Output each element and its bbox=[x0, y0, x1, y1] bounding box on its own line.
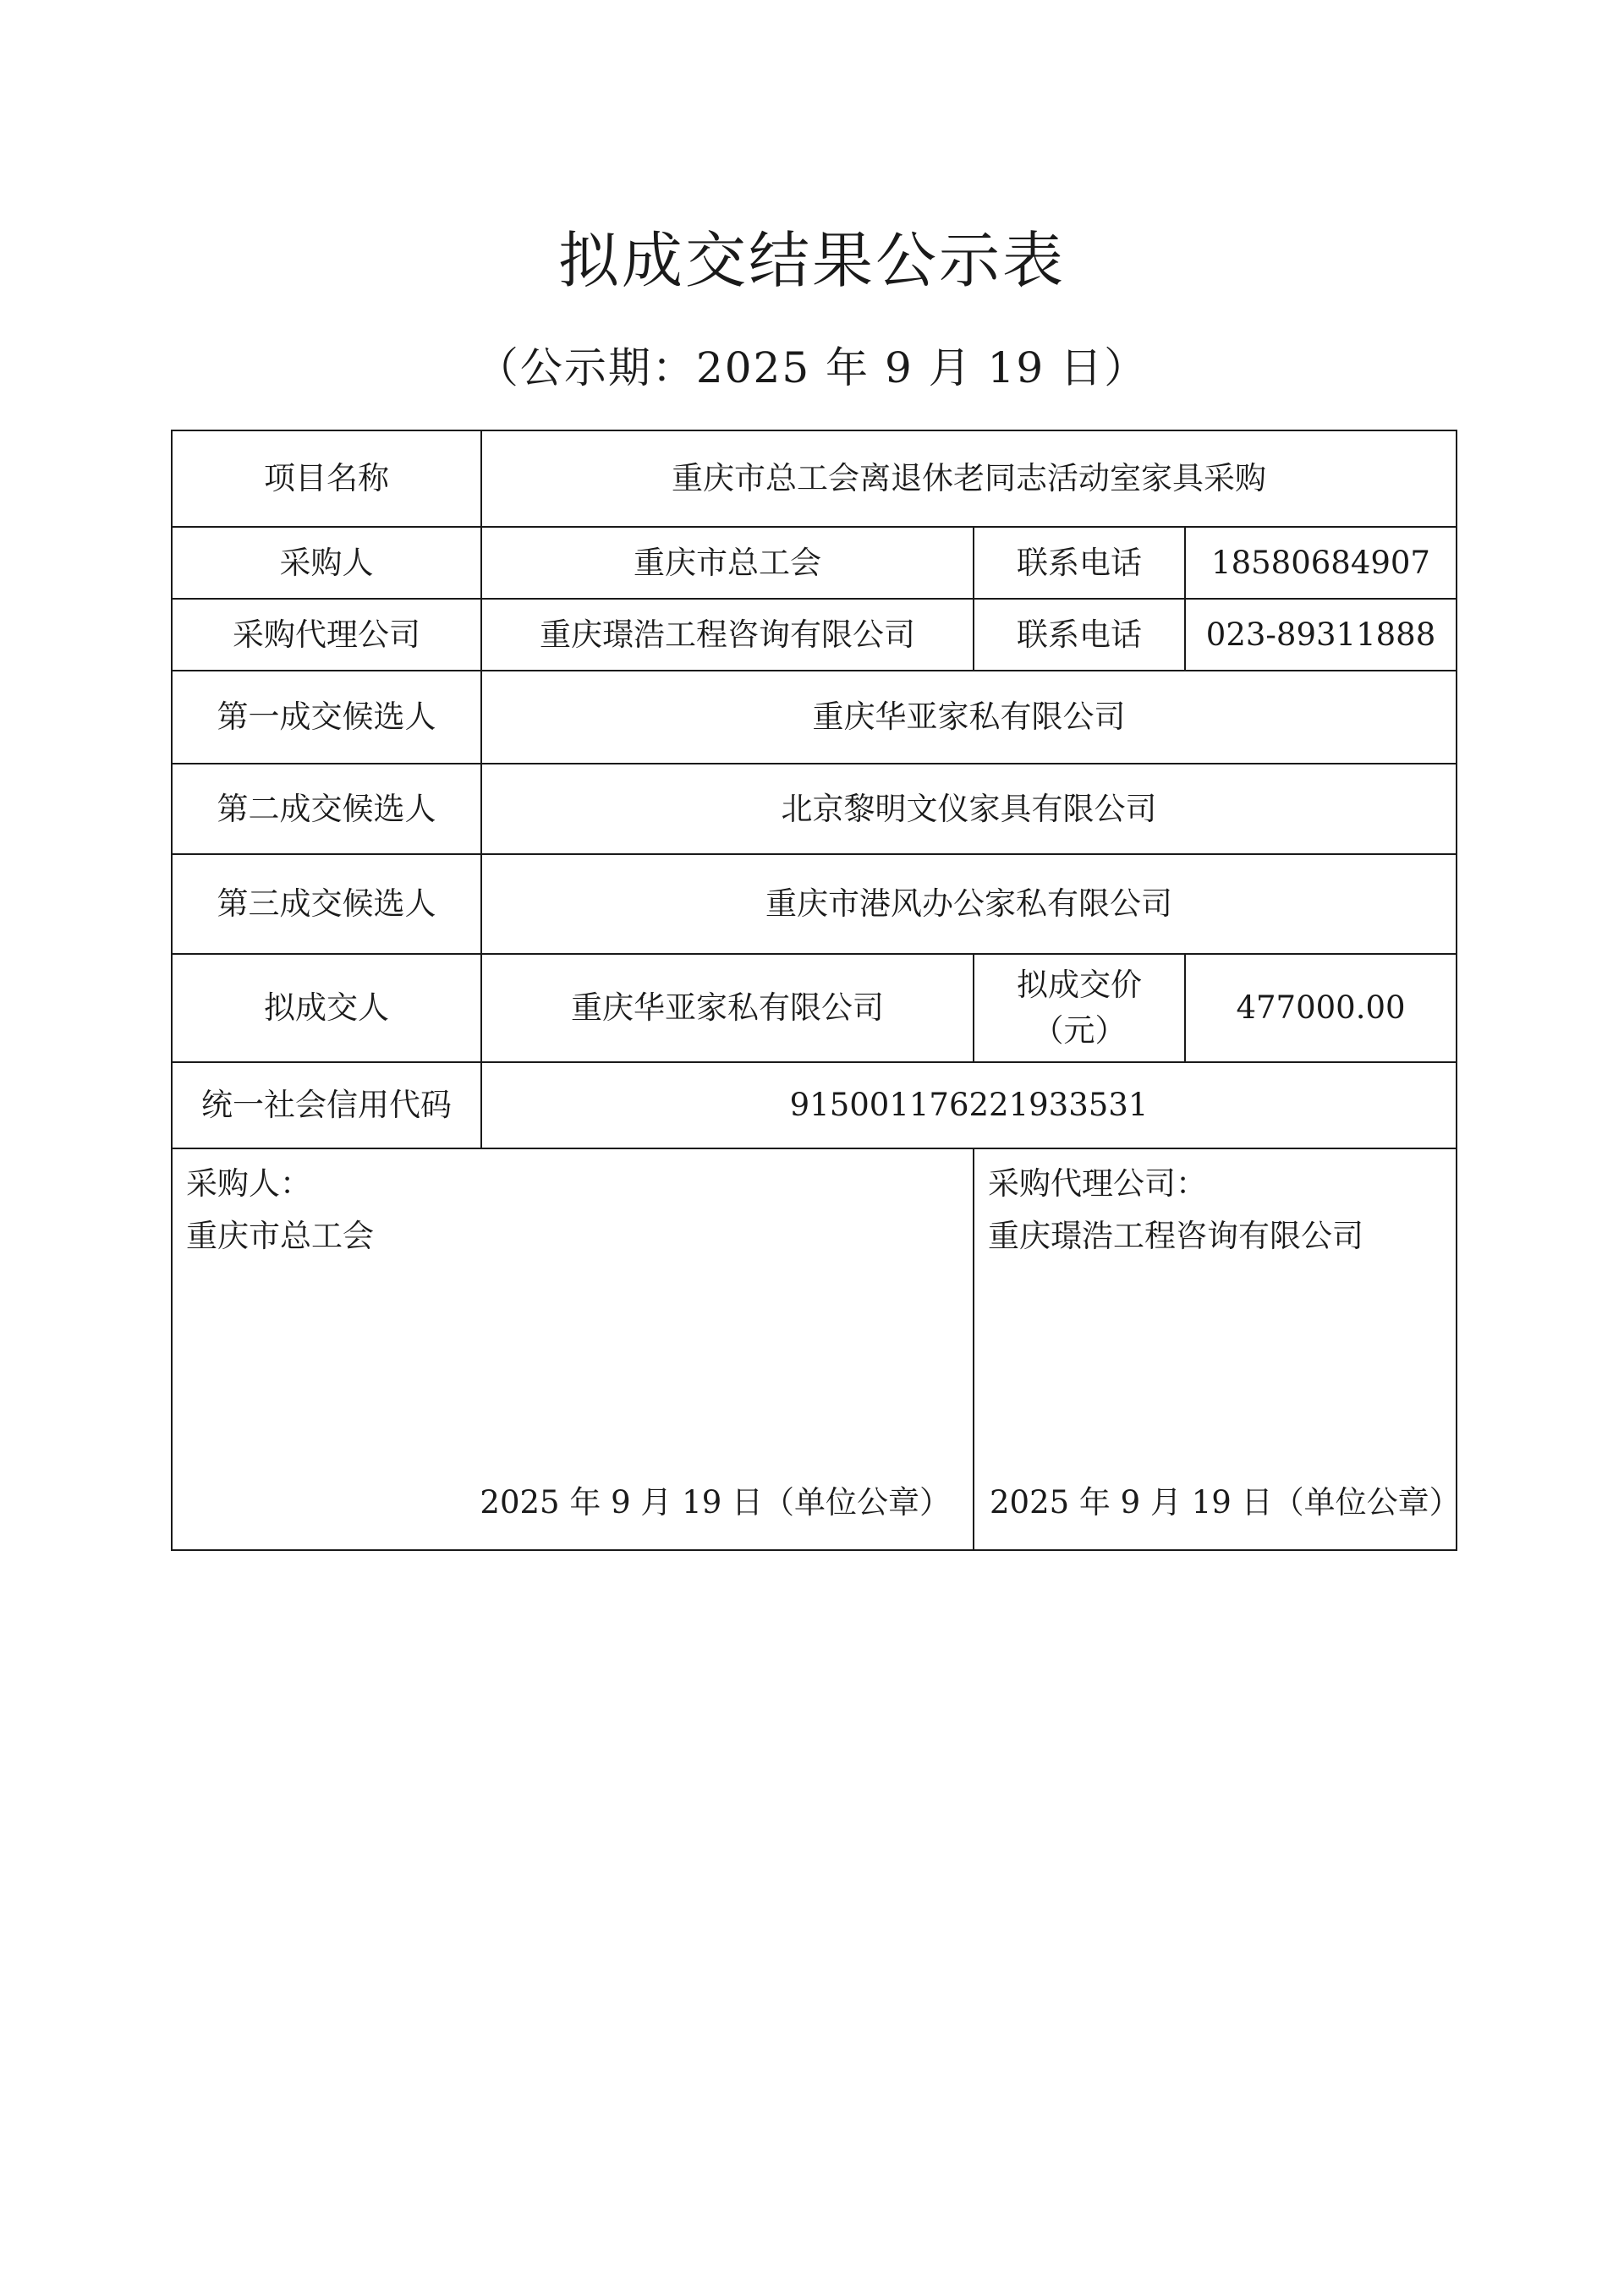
agency-signature-org: 重庆璟浩工程咨询有限公司 bbox=[988, 1218, 1363, 1254]
purchaser-label: 采购人 bbox=[172, 527, 481, 599]
result-table bbox=[171, 430, 1461, 1551]
price-label-line2: （元） bbox=[1032, 1012, 1127, 1049]
publicity-period: （公示期：2025 年 9 月 19 日） bbox=[475, 343, 1149, 392]
table-row bbox=[172, 671, 1457, 764]
candidate-3-value: 重庆市港风办公家私有限公司 bbox=[481, 854, 1457, 954]
table-row bbox=[172, 854, 1457, 954]
agency-label: 采购代理公司 bbox=[172, 599, 481, 671]
price-label bbox=[974, 954, 1185, 1062]
candidate-2-label: 第二成交候选人 bbox=[172, 764, 481, 854]
purchaser-signature-block bbox=[172, 1148, 974, 1550]
purchaser-signature-date: 2025 年 9 月 19 日（单位公章） bbox=[480, 1484, 951, 1521]
agency-signature-block bbox=[974, 1148, 1461, 1550]
winner-value: 重庆华亚家私有限公司 bbox=[481, 954, 974, 1062]
table-row bbox=[172, 764, 1457, 854]
agency-phone-label: 联系电话 bbox=[974, 599, 1185, 671]
purchaser-phone-label: 联系电话 bbox=[974, 527, 1185, 599]
purchaser-signature-title: 采购人： bbox=[186, 1165, 311, 1202]
purchaser-signature-org: 重庆市总工会 bbox=[186, 1218, 374, 1254]
agency-phone-value: 023-89311888 bbox=[1185, 599, 1457, 671]
candidate-3-label: 第三成交候选人 bbox=[172, 854, 481, 954]
table-row bbox=[172, 527, 1457, 599]
signature-row bbox=[172, 1148, 1457, 1550]
project-name-value: 重庆市总工会离退休老同志活动室家具采购 bbox=[481, 430, 1457, 527]
price-value: 477000.00 bbox=[1185, 954, 1457, 1062]
agency-signature-title: 采购代理公司： bbox=[988, 1165, 1207, 1202]
table-row bbox=[172, 430, 1457, 527]
purchaser-phone-value: 18580684907 bbox=[1185, 527, 1457, 599]
credit-code-value: 915001176221933531 bbox=[481, 1062, 1457, 1148]
candidate-1-value: 重庆华亚家私有限公司 bbox=[481, 671, 1457, 764]
agency-signature-date: 2025 年 9 月 19 日（单位公章） bbox=[990, 1484, 1461, 1521]
credit-code-label: 统一社会信用代码 bbox=[172, 1062, 481, 1148]
project-name-label: 项目名称 bbox=[172, 430, 481, 527]
table-row bbox=[172, 1062, 1457, 1148]
agency-value: 重庆璟浩工程咨询有限公司 bbox=[481, 599, 974, 671]
candidate-1-label: 第一成交候选人 bbox=[172, 671, 481, 764]
candidate-2-value: 北京黎明文仪家具有限公司 bbox=[481, 764, 1457, 854]
page-title: 拟成交结果公示表 bbox=[557, 225, 1066, 296]
purchaser-value: 重庆市总工会 bbox=[481, 527, 974, 599]
price-label-line1: 拟成交价 bbox=[1017, 967, 1142, 1003]
table-row bbox=[172, 599, 1457, 671]
winner-label: 拟成交人 bbox=[172, 954, 481, 1062]
table-row bbox=[172, 954, 1457, 1062]
